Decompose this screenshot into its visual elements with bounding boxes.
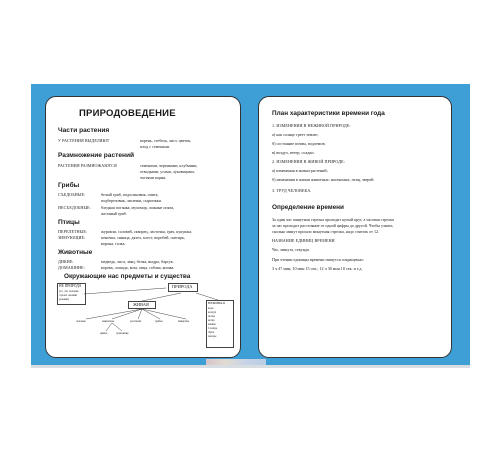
plan-item-1b: б) состояние почвы, водоемов; bbox=[272, 141, 326, 146]
label-wintering: ЗИМУЮЩИЕ: bbox=[58, 235, 86, 240]
living-node-animals: животные bbox=[102, 319, 115, 323]
text-plant-parts-2: плод с семенами. bbox=[140, 144, 171, 149]
nonliving-item-3: ветер bbox=[208, 318, 215, 322]
label-plant-parts: У РАСТЕНИЯ ВЫДЕЛЯЮТ bbox=[58, 138, 110, 143]
plan-item-1c: в) воздух, ветер, осадки. bbox=[272, 150, 315, 155]
living-node-human: человек bbox=[76, 319, 86, 323]
plan-item-1: 1. ИЗМЕНЕНИЯ В НЕЖИВОЙ ПРИРОДЕ: bbox=[272, 123, 351, 128]
time-units-label: НАЗВАНИЕ ЕДИНИЦ ВРЕМЕНИ bbox=[272, 238, 335, 243]
label-domestic: ДОМАШНИЕ: bbox=[58, 265, 85, 270]
text-domestic: корова, лошадь, коза, овца, собака, кошка. bbox=[101, 265, 175, 270]
label-inedible: НЕСЪЕДОБНЫЕ: bbox=[58, 205, 91, 210]
nonliving-item-5: Солнце bbox=[208, 326, 218, 330]
living-node-microbes: микробы bbox=[178, 319, 190, 323]
nonliving-item-6: Луна bbox=[208, 330, 215, 334]
label-wild: ДИКИЕ: bbox=[58, 259, 74, 264]
nonliving-item-7: звезды bbox=[208, 334, 217, 338]
section-heading-reproduction: Размножение растений bbox=[58, 152, 135, 159]
time-paragraph-2: за час проходит расстояние от одной цифры до другой. Чтобы узнать, bbox=[272, 223, 394, 228]
text-wintering-1: пеночка, синица, дятел, клест, воробей, снегирь, bbox=[101, 235, 186, 240]
plan-item-2a: а) изменения в жизни растений; bbox=[272, 168, 328, 173]
text-wild: медведь, лиса, заяц, белка, выдра, барсук. bbox=[101, 259, 174, 264]
left-page-panel bbox=[45, 96, 241, 358]
not-nature-desc-2: сделал своими bbox=[59, 293, 77, 297]
not-nature-desc-1: (то, что человек bbox=[59, 289, 79, 293]
not-nature-desc-3: руками) bbox=[59, 297, 69, 301]
time-units: Час, минута, секунда. bbox=[272, 247, 310, 252]
diagram-title: Окружающие нас предметы и существа bbox=[64, 273, 191, 280]
nonliving-item-4: камни bbox=[208, 322, 216, 326]
living-node-fungi: грибы bbox=[155, 319, 163, 323]
plan-item-1a: а) как солнце греет землю; bbox=[272, 132, 319, 137]
time-paragraph-1: За один час минутная стрелка проходит целый круг, а часовая стрелка bbox=[272, 217, 394, 222]
notebook-page-edges bbox=[206, 359, 266, 365]
text-edible-1: белый гриб, подосиновик, опята, bbox=[101, 192, 159, 197]
text-wintering-2: ворона, галка. bbox=[101, 241, 126, 246]
living-label: ЖИВАЯ bbox=[133, 302, 149, 307]
plan-item-3: 3. ТРУД ЧЕЛОВЕКА. bbox=[272, 188, 312, 193]
right-page-panel bbox=[258, 96, 452, 358]
nonliving-label: НЕЖИВАЯ bbox=[208, 301, 225, 305]
plan-item-2b: б) изменения в жизни животных: насекомых, птиц, зверей. bbox=[272, 177, 375, 182]
animals-sub-wild: дикие bbox=[100, 331, 108, 335]
not-nature-label: НЕ ПРИРОДА bbox=[59, 284, 82, 288]
text-reproduction-1: семенами, черенками, клубнями, bbox=[140, 163, 198, 168]
text-reproduction-2: отводками, усами, луковицами, bbox=[140, 169, 195, 174]
text-inedible-1: бледная поганка, мухомор, ложные опята, bbox=[101, 205, 175, 210]
section-heading-plant-parts: Части растения bbox=[58, 127, 110, 134]
section-heading-mushrooms: Грибы bbox=[58, 182, 80, 189]
left-page-title: ПРИРОДОВЕДЕНИЕ bbox=[79, 108, 176, 119]
label-migratory: ПЕРЕЛЕТНЫЕ: bbox=[58, 229, 88, 234]
nonliving-item-1: воздух bbox=[208, 310, 217, 314]
text-edible-2: подберезовик, лисички, сыроежки. bbox=[101, 198, 162, 203]
nonliving-item-2: почва bbox=[208, 314, 215, 318]
text-migratory: журавли, соловей, скворец, ласточка, грач, кукушка. bbox=[101, 229, 193, 234]
time-heading: Определение времени bbox=[272, 204, 344, 211]
text-inedible-2: желчный гриб. bbox=[101, 211, 127, 216]
text-plant-parts-1: корень, стебель, лист, цветок, bbox=[140, 138, 192, 143]
nonliving-item-0: вода bbox=[208, 306, 214, 310]
nature-root-label: ПРИРОДА bbox=[172, 284, 193, 289]
season-plan-title: План характеристики времени года bbox=[272, 110, 385, 117]
plan-item-2: 2. ИЗМЕНЕНИЯ В ЖИВОЙ ПРИРОДЕ: bbox=[272, 159, 346, 164]
time-example: 3 ч 47 мин; 10 мин 15 сек.; 12 ч 30 мин 10 сек. и т.д. bbox=[272, 266, 363, 271]
living-node-plants: растения bbox=[130, 319, 141, 323]
section-heading-animals: Животные bbox=[58, 249, 93, 256]
time-paragraph-3: сколько минут прошло минутная стрелка, надо считать от 12. bbox=[272, 229, 380, 234]
time-note: При чтении единицы времени пишутся сокращенно: bbox=[272, 257, 364, 262]
text-reproduction-3: частями корня. bbox=[140, 175, 167, 180]
section-heading-birds: Птицы bbox=[58, 219, 80, 226]
animals-sub-domestic: домашние bbox=[116, 331, 129, 335]
label-reproduction: РАСТЕНИЯ РАЗМНОЖАЮТСЯ bbox=[58, 163, 117, 168]
label-edible: СЪЕДОБНЫЕ: bbox=[58, 192, 86, 197]
cover-shadow bbox=[31, 365, 470, 368]
